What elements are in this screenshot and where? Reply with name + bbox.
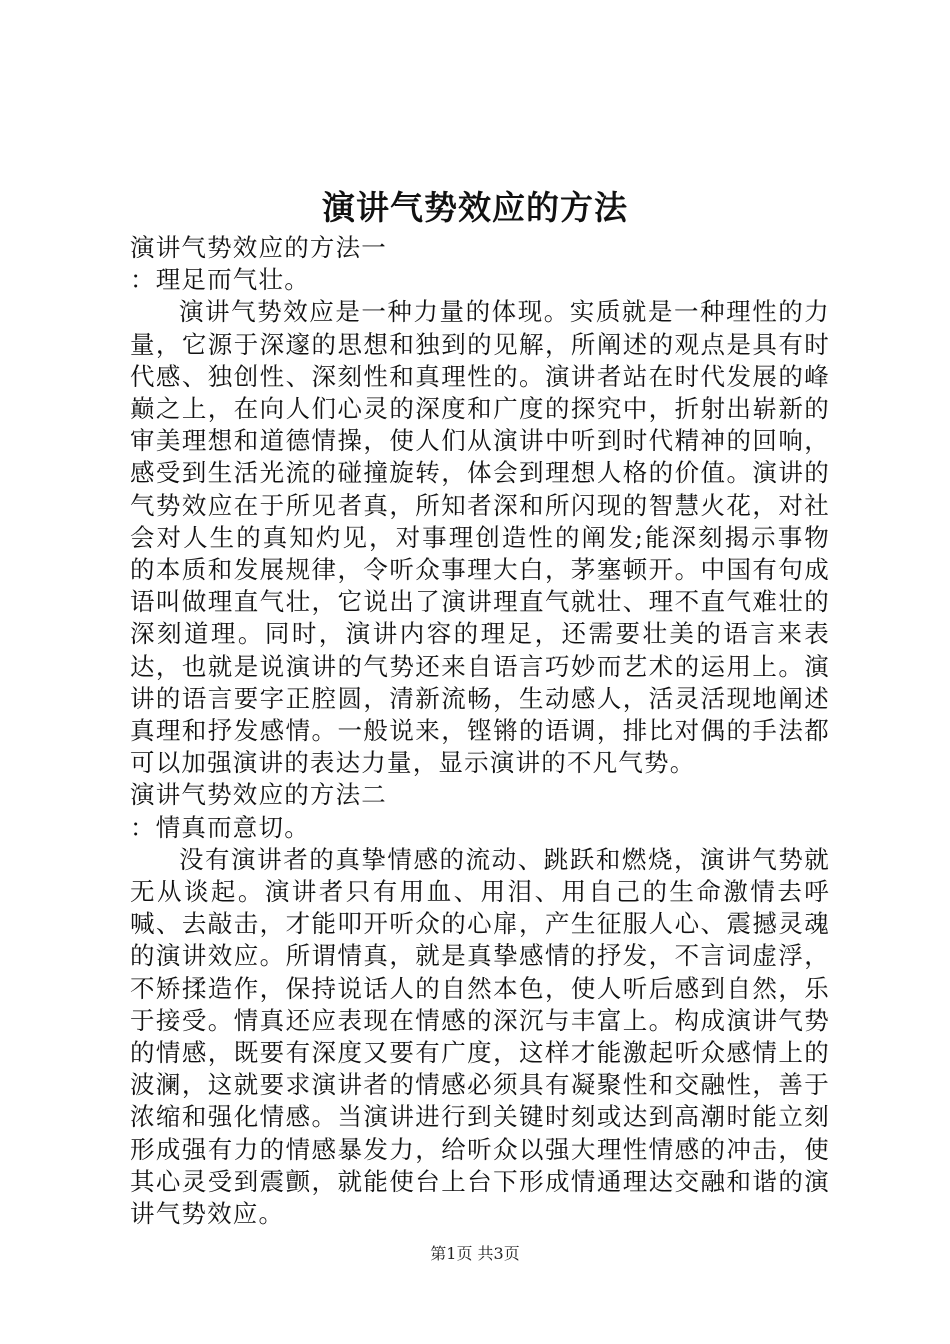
section2-heading: 演讲气势效应的方法二: [130, 780, 387, 810]
document-title: 演讲气势效应的方法: [322, 188, 628, 227]
section2-paragraph: 没有演讲者的真挚情感的流动、跳跃和燃烧，演讲气势就无从谈起。演讲者只有用血、用泪、用自己的生命激情去呼喊、去敲击，才能叩开听众的心扉，产生征服人心、震撼灵魂的演讲效应。所谓情真，就是真挚感情的抒发，不言词虚浮，不矫揉造作，保持说话人的自然本色，使人听后感到自然，乐于接受。情真还应表现在情感的深沉与丰富上。构成演讲气势的情感，既要有深度又要有广度，这样才能激起听众感情上的波澜，这就要求演讲者的情感必须具有凝聚性和交融性，善于浓缩和强化情感。当演讲进行到关键时刻或达到高潮时能立刻形成强有力的情感暴发力，给听众以强大理性情感的冲击，使其心灵受到震颤，就能使台上台下形成情通理达交融和谐的演讲气势效应。: [130, 844, 830, 1229]
section1-subheading: ：理足而气壮。: [130, 265, 310, 295]
page-number-footer: 第1页 共3页: [430, 1244, 520, 1263]
section1-paragraph: 演讲气势效应是一种力量的体现。实质就是一种理性的力量，它源于深邃的思想和独到的见解，所阐述的观点是具有时代感、独创性、深刻性和真理性的。演讲者站在时代发展的峰巅之上，在向人们心灵的深度和广度的探究中，折射出崭新的审美理想和道德情操，使人们从演讲中听到时代精神的回响，感受到生活光流的碰撞旋转，体会到理想人格的价值。演讲的气势效应在于所见者真，所知者深和所闪现的智慧火花，对社会对人生的真知灼见，对事理创造性的阐发;能深刻揭示事物的本质和发展规律，令听众事理大白，茅塞顿开。中国有句成语叫做理直气壮，它说出了演讲理直气就壮、理不直气难壮的深刻道理。同时，演讲内容的理足，还需要壮美的语言来表达，也就是说演讲的气势还来自语言巧妙而艺术的运用上。演讲的语言要字正腔圆，清新流畅，生动感人，活灵活现地阐述真理和抒发感情。一般说来，铿锵的语调，排比对偶的手法都可以加强演讲的表达力量，显示演讲的不凡气势。: [130, 297, 830, 778]
section1-heading: 演讲气势效应的方法一: [130, 233, 387, 262]
document-body: [130, 232, 830, 1230]
section2-subheading: ：情真而意切。: [130, 812, 310, 842]
